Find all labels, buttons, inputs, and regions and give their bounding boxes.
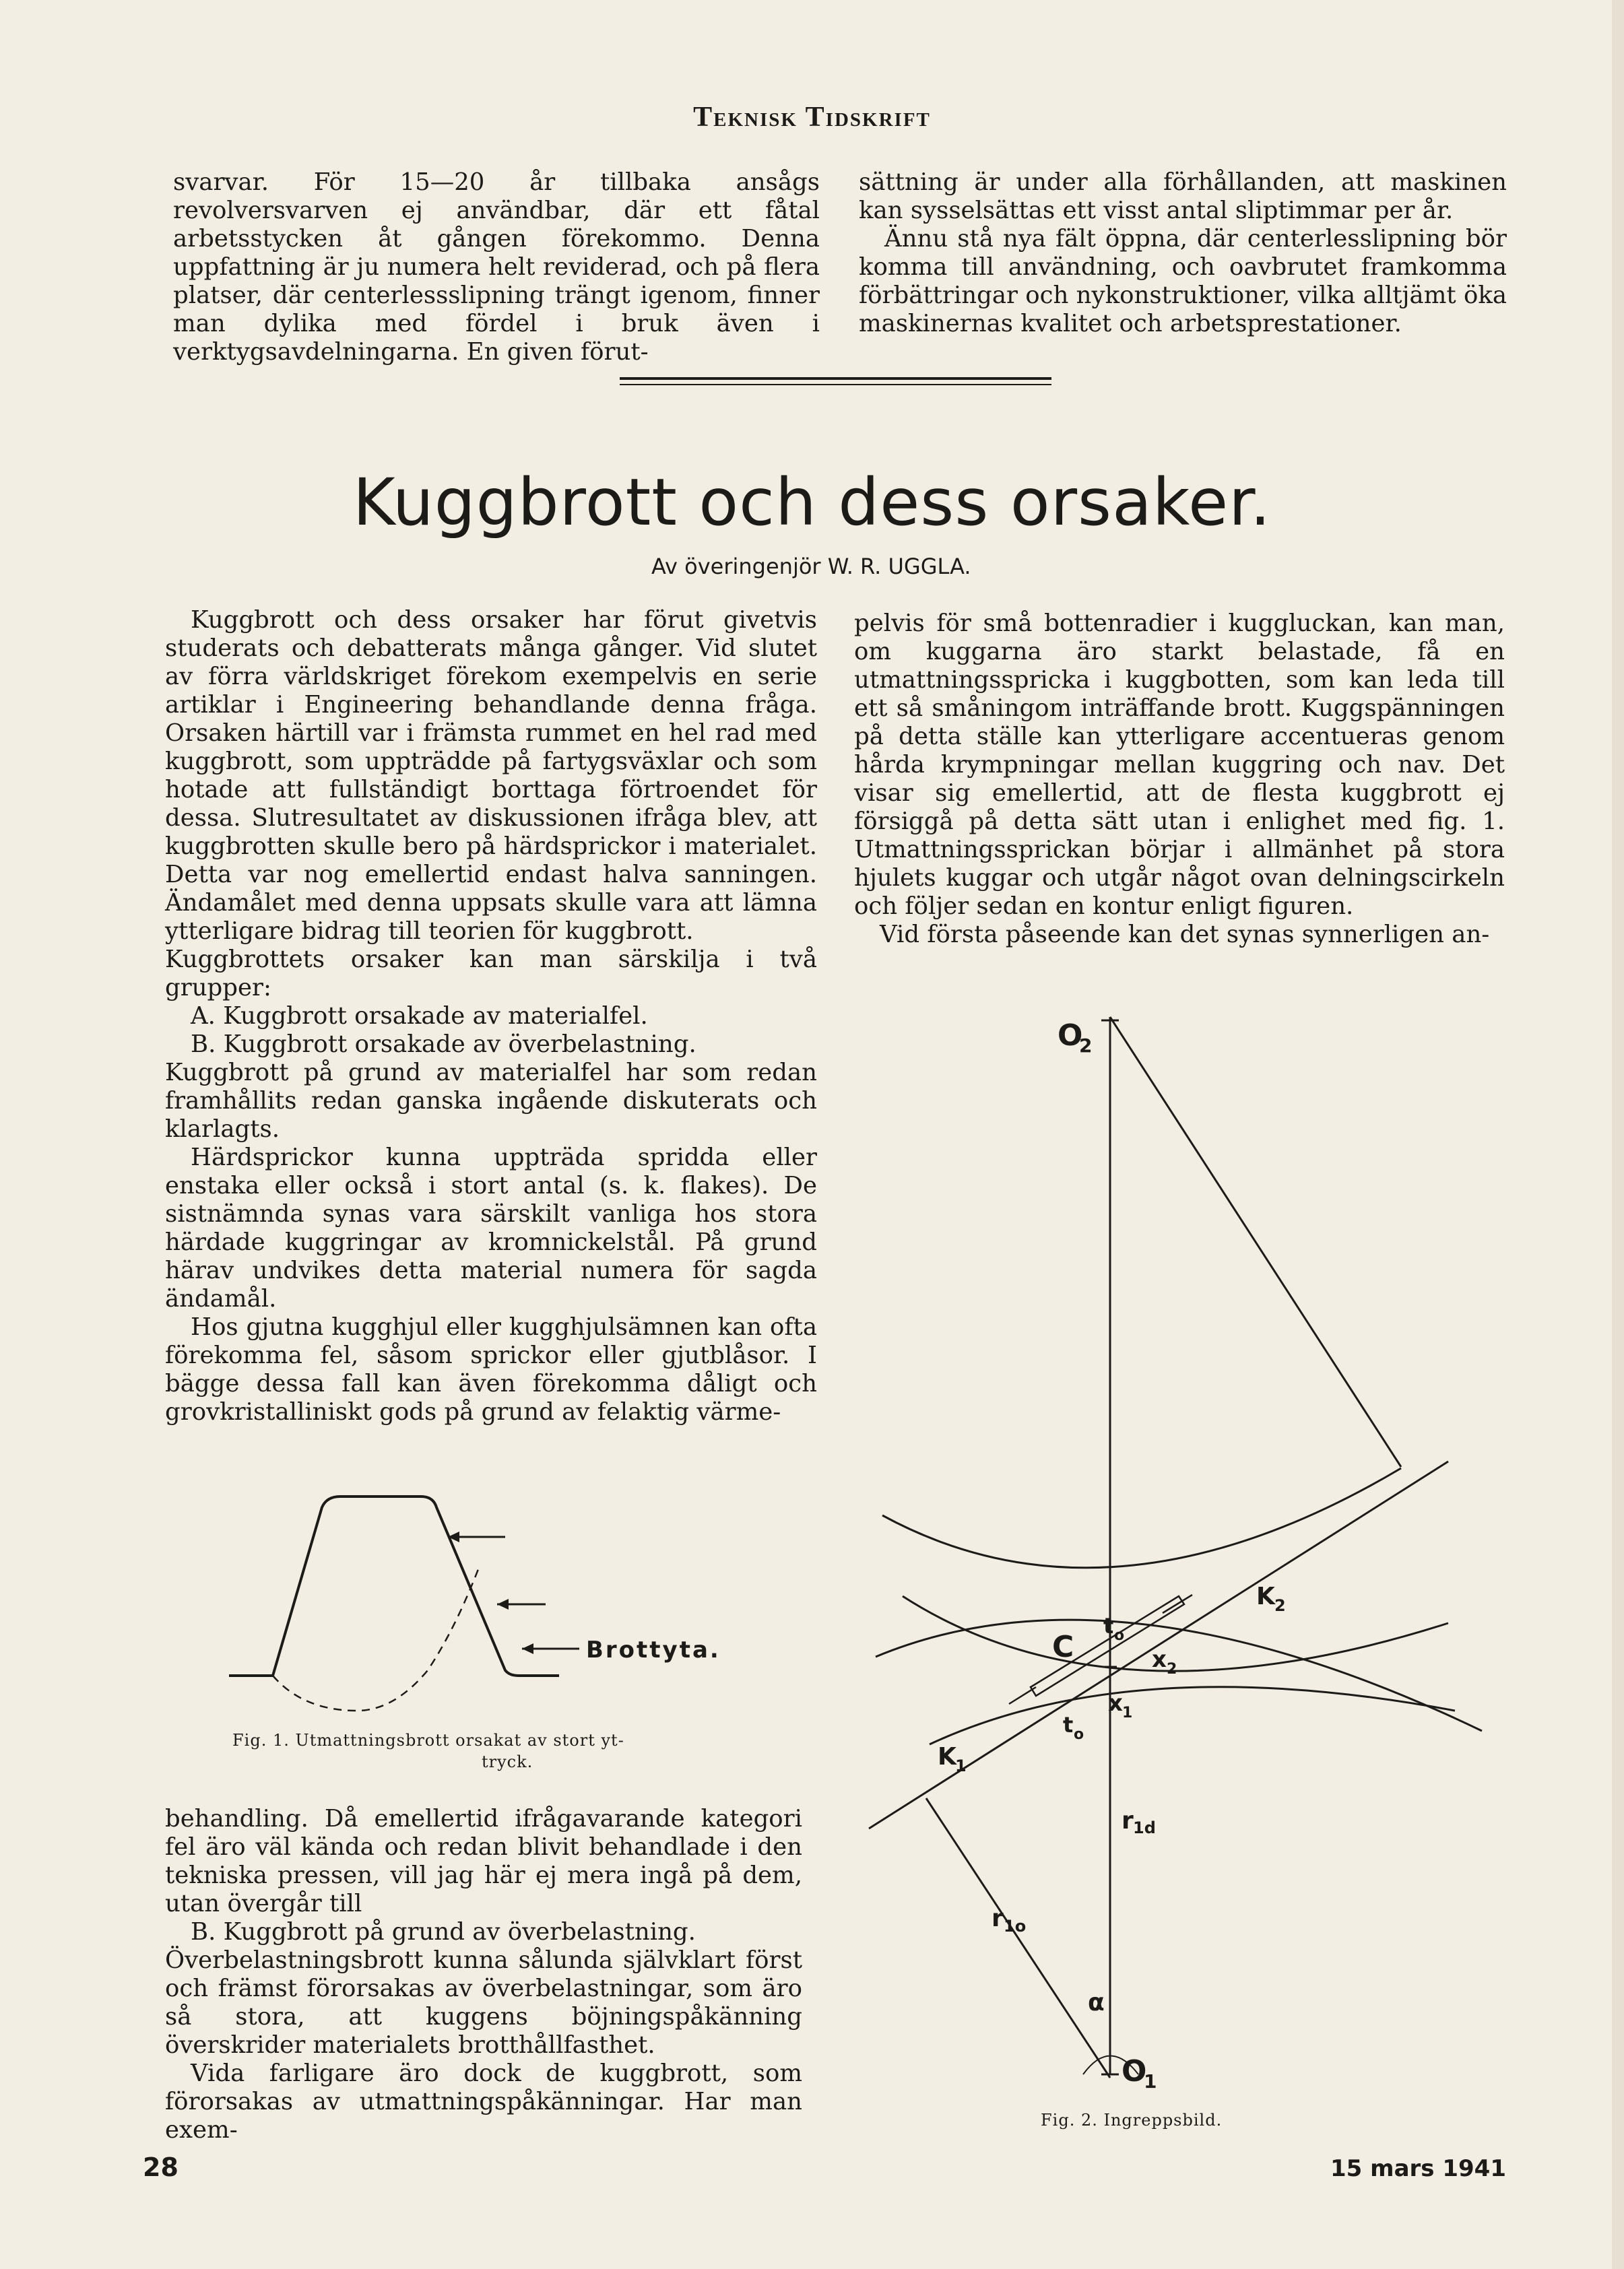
left-column-after — [165, 1805, 802, 2144]
section-rule-top — [620, 377, 1051, 380]
fig2-radius-r1o — [926, 1798, 1110, 2078]
left-after-paragraph: Överbelastningsbrott kunna sålunda självklart först och främst förorsakas av överbelastningar, som äro så stora, att kuggens böjningspåkänning överskrider materialets brotthållfasthet. — [165, 1946, 802, 2059]
page-edge — [1612, 0, 1624, 2269]
fig2-label-x2-sub: 2 — [1167, 1661, 1177, 1678]
left-after-paragraph: Vida farligare äro dock de kuggbrott, som förorsakas av utmattningspåkänningar. Har man exem- — [165, 2060, 802, 2144]
fig2-label-t0-top: t — [1103, 1613, 1114, 1639]
fig1-tooth-profile — [229, 1497, 559, 1676]
fig1-caption-line2: tryck. — [482, 1752, 533, 1771]
issue-date: 15 mars 1941 — [1330, 2155, 1506, 2182]
fig2-radius-r2 — [1110, 1017, 1401, 1467]
fig2-label-r1d: r — [1122, 1807, 1134, 1835]
fig2-label-o2-sub: 2 — [1079, 1034, 1093, 1057]
left-paragraph: A. Kuggbrott orsakade av materialfel. — [191, 1002, 648, 1030]
fig1-fracture-curve — [273, 1569, 478, 1711]
fig2-label-k1-sub: 1 — [955, 1756, 967, 1775]
article-title: Kuggbrott och dess orsaker. — [352, 465, 1272, 540]
left-after-paragraph: behandling. Då emellertid ifrågavarande kategori fel äro väl kända och redan blivit behandlade i den tekniska pressen, vill jag här ej mera ingå på dem, utan övergår till — [165, 1805, 802, 1917]
left-paragraph: Kuggbrott på grund av materialfel har som redan framhållits redan ganska ingående diskuterats och klarlagts. — [165, 1059, 817, 1143]
top-right-paragraph-1: sättning är under alla förhållanden, att maskinen kan sysselsättas ett visst antal sliptimmar per år. — [859, 168, 1507, 224]
right-paragraph: Vid första påseende kan det synas synnerligen an- — [880, 921, 1490, 948]
fig1-caption — [232, 1730, 771, 1773]
fig2-label-k2-sub: 2 — [1274, 1596, 1286, 1615]
top-left-text — [173, 168, 820, 366]
fig1-caption-line1: Fig. 1. Utmattningsbrott orsakat av stort yt- — [232, 1731, 624, 1750]
fig2-label-r1o: r — [992, 1905, 1004, 1932]
left-paragraph: Härdsprickor kunna uppträda spridda eller enstaka eller också i stort antal (s. k. flakes). De sistnämnda synas vara särskilt vanliga hos stora härdade kuggringar av kromnickelstål. På grund härav undvikes detta material numera för sagda ändamål. — [165, 1144, 817, 1313]
fig2-circle-gear2 — [882, 1468, 1401, 1568]
fig2-label-t0-bottom: t — [1063, 1712, 1074, 1738]
top-right-text — [859, 168, 1507, 338]
fig1-label: Brottyta. — [586, 1637, 721, 1664]
fig2-label-t0-bottom-sub: o — [1074, 1726, 1084, 1743]
fig2-label-x1-sub: 1 — [1122, 1705, 1133, 1721]
fig2-label-r1d-sub: 1d — [1133, 1818, 1156, 1837]
fig2-label-k1: K — [938, 1743, 956, 1771]
fig2-label-c: C — [1052, 1630, 1074, 1664]
fig2-label-o2: O — [1058, 1018, 1083, 1053]
fig2-label-o1-sub: 1 — [1144, 2070, 1157, 2093]
fig2-label-x2: x — [1152, 1646, 1167, 1673]
fig2-label-o1: O — [1122, 2054, 1147, 2089]
page-number: 28 — [143, 2152, 178, 2182]
right-paragraph: pelvis för små bottenradier i kuggluckan, kan man, om kuggarna äro starkt belastade, få en utmattningsspricka i kuggbotten, som kan leda till ett så småningom inträffande brott. Kuggspänningen på detta ställe kan ytterligare accentueras genom hårda krympningar mellan kuggring och nav. Det visar sig emellertid, att de flesta kuggbrott ej försiggå på detta sätt utan i enlighet med fig. 1. Utmattningssprickan börjar i allmänhet på stora hjulets kuggar och utgår något ovan delningscirkeln och följer sedan en kontur enligt figuren. — [854, 610, 1505, 920]
left-paragraph: Kuggbrott och dess orsaker har förut givetvis studerats och debatterats många gånger. Vid slutet av förra världskriget förekom exempelvis en serie artiklar i Engineering behandlande denna fråga. Orsaken härtill var i främsta rummet en hel rad med kuggbrott, som uppträdde på fartygsväxlar och som hotade att fullständigt borttaga förtroendet för dessa. Slutresultatet av diskussionen ifråga blev, att kuggbrotten skulle bero på härdsprickor i materialet. Detta var nog emellertid endast halva sanningen. Ändamålet med denna uppsats skulle vara att lämna ytterligare bidrag till teorien för kuggbrott. — [165, 606, 817, 945]
left-paragraph: Hos gjutna kugghjul eller kugghjulsämnen kan ofta förekomma fel, såsom sprickor eller gjutblåsor. I bägge dessa fall kan även förekomma dåligt och grovkristalliniskt gods på grund av felaktig värme- — [165, 1313, 817, 1426]
article-author: Av överingenjör W. R. UGGLA. — [651, 554, 971, 579]
left-paragraph: B. Kuggbrott orsakade av överbelastning. — [191, 1030, 696, 1058]
left-after-paragraph: B. Kuggbrott på grund av överbelastning. — [191, 1918, 696, 1946]
left-paragraph: Kuggbrottets orsaker kan man särskilja i två grupper: — [165, 946, 817, 1001]
fig2-caption: Fig. 2. Ingreppsbild. — [1041, 2111, 1223, 2130]
top-left-paragraph: svarvar. För 15—20 år tillbaka ansågs revolversvarven ej användbar, där ett fåtal arbetsstycken åt gången förekommo. Denna uppfattning är ju numera helt reviderad, och på flera platser, där centerlessslipning trängt igenom, finner man dylika med fördel i bruk även i verktygsavdelningarna. En given förut- — [173, 168, 820, 366]
top-right-paragraph-2: Ännu stå nya fält öppna, där centerlesslipning bör komma till användning, och oavbrutet framkomma förbättringar och nykonstruktioner, vilka alltjämt öka maskinernas kvalitet och arbetsprestationer. — [859, 225, 1507, 337]
fig2-dedendum-circle — [930, 1687, 1455, 1744]
fig2-pitch-circle-1 — [876, 1620, 1482, 1731]
right-column — [854, 610, 1505, 949]
fig1-diagram — [222, 1448, 761, 1717]
fig2-label-x1: x — [1108, 1690, 1123, 1717]
fig2-label-r1o-sub: 1o — [1004, 1917, 1027, 1936]
fig2-diagram — [862, 1004, 1522, 2115]
fig2-label-alpha: α — [1088, 1989, 1105, 2016]
left-column — [165, 606, 817, 1426]
fig2-label-t0-top-sub: o — [1114, 1627, 1125, 1644]
section-rule-bottom — [620, 384, 1051, 385]
journal-header: Teknisk Tidskrift — [693, 102, 931, 133]
fig2-label-k2: K — [1256, 1583, 1275, 1610]
